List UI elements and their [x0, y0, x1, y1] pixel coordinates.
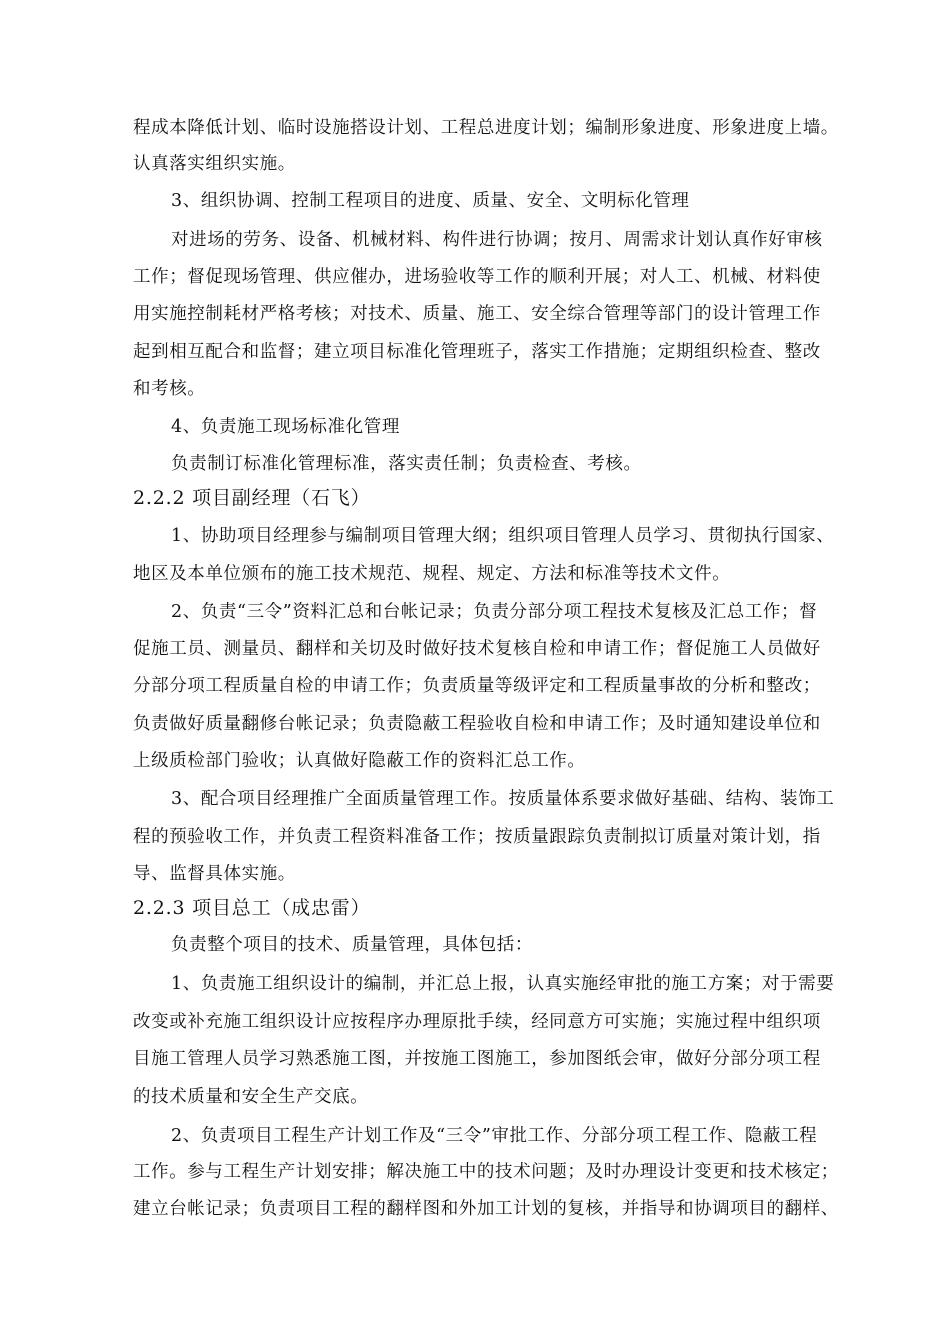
paragraph-line: 分部分项工程质量自检的申请工作；负责质量等级评定和工程质量事故的分析和整改；: [133, 676, 821, 696]
paragraph-line: 程的预验收工作，并负责工程资料准备工作；按质量跟踪负责制拟订质量对策计划，指: [133, 827, 821, 847]
section-heading: 2.2.3 项目总工（成忠雷）: [133, 897, 371, 919]
paragraph-line: 和考核。: [133, 379, 206, 399]
section-heading: 2.2.2 项目副经理（石飞）: [133, 487, 371, 509]
paragraph-line: 2、负责“三令”资料汇总和台帐记录；负责分部分项工程技术复核及汇总工作；督: [171, 602, 818, 622]
paragraph-line: 负责制订标准化管理标准，落实责任制；负责检查、考核。: [171, 454, 642, 474]
paragraph-line: 负责整个项目的技术、质量管理，具体包括：: [171, 935, 533, 955]
paragraph-line: 建立台帐记录；负责项目工程的翻样图和外加工计划的复核，并指导和协调项目的翻样、: [133, 1199, 839, 1219]
paragraph-line: 改变或补充施工组织设计应按程序办理原批手续，经同意方可实施；实施过程中组织项: [133, 1012, 821, 1032]
paragraph-line: 程成本降低计划、临时设施搭设计划、工程总进度计划；编制形象进度、形象进度上墙。: [133, 118, 839, 138]
list-item-title: 4、负责施工现场标准化管理: [171, 417, 400, 437]
paragraph-line: 起到相互配合和监督；建立项目标准化管理班子，落实工作措施；定期组织检查、整改: [133, 342, 821, 362]
paragraph-line: 地区及本单位颁布的施工技术规范、规程、规定、方法和标准等技术文件。: [133, 564, 731, 584]
paragraph-line: 用实施控制耗材严格考核；对技术、质量、施工、安全综合管理等部门的设计管理工作: [133, 304, 821, 324]
paragraph-line: 1、负责施工组织设计的编制，并汇总上报，认真实施经审批的施工方案；对于需要: [171, 974, 835, 994]
paragraph-line: 负责做好质量翻修台帐记录；负责隐蔽工程验收自检和申请工作；及时通知建设单位和: [133, 714, 821, 734]
paragraph-line: 工作；督促现场管理、供应催办，进场验收等工作的顺利开展；对人工、机械、材料使: [133, 267, 821, 287]
paragraph-line: 导、监督具体实施。: [133, 864, 296, 884]
paragraph-line: 目施工管理人员学习熟悉施工图，并按施工图施工，参加图纸会审，做好分部分项工程: [133, 1049, 821, 1069]
paragraph-line: 工作。参与工程生产计划安排；解决施工中的技术问题；及时办理设计变更和技术核定；: [133, 1162, 839, 1182]
paragraph-line: 1、协助项目经理参与编制项目管理大纲；组织项目管理人员学习、贯彻执行国家、: [171, 526, 835, 546]
paragraph-line: 2、负责项目工程生产计划工作及“三令”审批工作、分部分项工程工作、隐蔽工程: [171, 1126, 818, 1146]
paragraph-line: 认真落实组织实施。: [133, 154, 296, 174]
paragraph-line: 对进场的劳务、设备、机械材料、构件进行协调；按月、周需求计划认真作好审核: [171, 230, 823, 250]
paragraph-line: 促施工员、测量员、翻样和关切及时做好技术复核自检和申请工作；督促施工人员做好: [133, 639, 821, 659]
list-item-title: 3、组织协调、控制工程项目的进度、质量、安全、文明标化管理: [171, 191, 690, 211]
paragraph-line: 上级质检部门验收；认真做好隐蔽工作的资料汇总工作。: [133, 751, 586, 771]
paragraph-line: 的技术质量和安全生产交底。: [133, 1087, 369, 1107]
paragraph-line: 3、配合项目经理推广全面质量管理工作。按质量体系要求做好基础、结构、装饰工: [171, 789, 835, 809]
